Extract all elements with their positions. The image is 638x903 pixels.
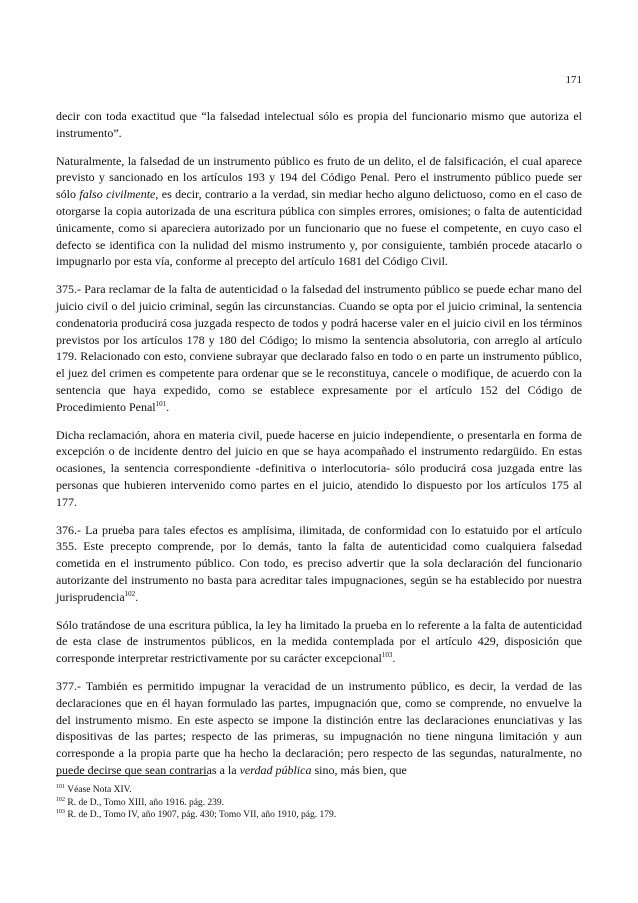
- footnote-text: Véase Nota XIV.: [67, 785, 132, 795]
- italic-term: verdad pública: [239, 762, 312, 777]
- footnote-divider: [56, 775, 208, 776]
- footnote-text: R. de D., Tomo IV, año 1907, pág. 430; Tomo VII, año 1910, pág. 179.: [67, 810, 337, 821]
- page-number: 171: [565, 74, 582, 86]
- italic-term: falso civilmente: [79, 187, 156, 202]
- footnote-103: [56, 809, 582, 822]
- text-run: Dicha reclamación, ahora en materia civil, puede hacerse en juicio independiente, o presentarla en forma de excepción o de incidente dentro del juicio en que se haya acompañado el instrumento redargüido. En estas ocasiones, la sentencia correspondiente -definitiva o interlocutoria- sólo producirá cosa juzgada entre las personas que hubieren intervenido como partes en el juicio, atendido lo dispuesto por los artículos 175 al 177.: [56, 427, 582, 509]
- text-run: , es decir, contrario a la verdad, sin mediar hecho alguno delictuoso, como en el caso de otorgarse la copia autorizada de una escritura pública con simples errores, omisiones; o falta de autenticidad únicamente, como si apareciera autorizado por un funcionario que no fuese el competente, en cuyo caso el defecto se identifica con la nulidad del mismo instrumento y, por consiguiente, también procede atacarlo o impugnarlo por esta vía, conforme al precepto del artículo 1681 del Código Civil.: [56, 187, 582, 269]
- footnote-102: [56, 797, 582, 810]
- footnote-marker: 101: [56, 783, 65, 790]
- text-run: 376.- La prueba para tales efectos es amplísima, ilimitada, de conformidad con lo estatuido por el artículo 355. Este precepto comprende, por lo demás, tanto la falta de autenticidad como cualquiera falsedad cometida en el instrumento público. Con todo, es preciso advertir que la sola declaración del funcionario autorizante del instrumento no basta para acreditar tales impugnaciones, según se ha establecido por nuestra jurisprudencia: [56, 522, 582, 604]
- text-run: sino, más bien, que: [311, 762, 407, 777]
- text-run: Sólo tratándose de una escritura pública, la ley ha limitado la prueba en lo referente a la falta de autenticidad de esta clase de instrumentos públicos, en la medida contemplada por el artículo 429, disposición que corresponde interpretar restrictivamente por su carácter excepcional: [56, 617, 582, 666]
- paragraph-2: [56, 153, 582, 271]
- text-run: 377.- También es permitido impugnar la veracidad de un instrumento público, es decir, la verdad de las declaraciones que en él hayan formulado las partes, impugnación que, como se comprende, no envuelve la del instrumento mismo. En este aspecto se impone la distinción entre las declaraciones enunciativas y las dispositivas de las partes; respecto de las primeras, su impugnación no tiene ninguna limitación y aun corresponde a la propia parte que ha hecho la declaración; pero respecto de las segundas, naturalmente, no puede decirse que sean contrarias a la: [56, 678, 582, 777]
- footnote-marker: 102: [56, 796, 65, 803]
- text-run: Naturalmente, la falsedad de un instrumento público es fruto de un delito, el de falsificación, el cual aparece previsto y sancionado en los artículos 193 y 194 del Código Penal. Pero el instrumento público puede ser sólo: [56, 153, 582, 202]
- footnotes: [56, 784, 582, 822]
- text-run: .: [166, 399, 170, 414]
- text-run: .: [135, 589, 139, 604]
- text-run: decir con toda exactitud que “la falsedad intelectual sólo es propia del funcionario mismo que autoriza el instrumento”.: [56, 109, 582, 140]
- footnote-ref-103[interactable]: 103: [381, 651, 393, 660]
- footnote-101: [56, 784, 582, 797]
- body-text: [56, 108, 582, 790]
- paragraph-4: [56, 427, 582, 511]
- paragraph-3: [56, 281, 582, 415]
- footnote-ref-102[interactable]: 102: [124, 589, 136, 598]
- footnote-text: R. de D., Tomo XIII, año 1916. pág. 239.: [67, 797, 225, 808]
- text-run: 375.- Para reclamar de la falta de autenticidad o la falsedad del instrumento público se puede echar mano del juicio civil o del juicio criminal, según las circunstancias. Cuando se opta por el juicio criminal, la sentencia condenatoria producirá cosa juzgada respecto de todos y podrá hacerse valer en el juicio civil en los términos previstos por los artículos 178 y 180 del Código; lo mismo la sentencia absolutoria, con arreglo al artículo 179. Relacionado con esto, conviene subrayar que declarado falso en todo o en parte un instrumento público, el juez del crimen es competente para ordenar que se le reconstituya, cancele o modifique, de acuerdo con la sentencia que haya expedido, como se establece expresamente por el artículo 152 del Código de Procedimiento Penal: [56, 282, 582, 414]
- paragraph-7: [56, 678, 582, 779]
- footnote-ref-101[interactable]: 101: [155, 399, 167, 408]
- text-run: .: [392, 651, 396, 666]
- paragraph-6: [56, 617, 582, 667]
- footnote-marker: 103: [56, 809, 65, 816]
- paragraph-5: [56, 522, 582, 606]
- paragraph-1: [56, 108, 582, 142]
